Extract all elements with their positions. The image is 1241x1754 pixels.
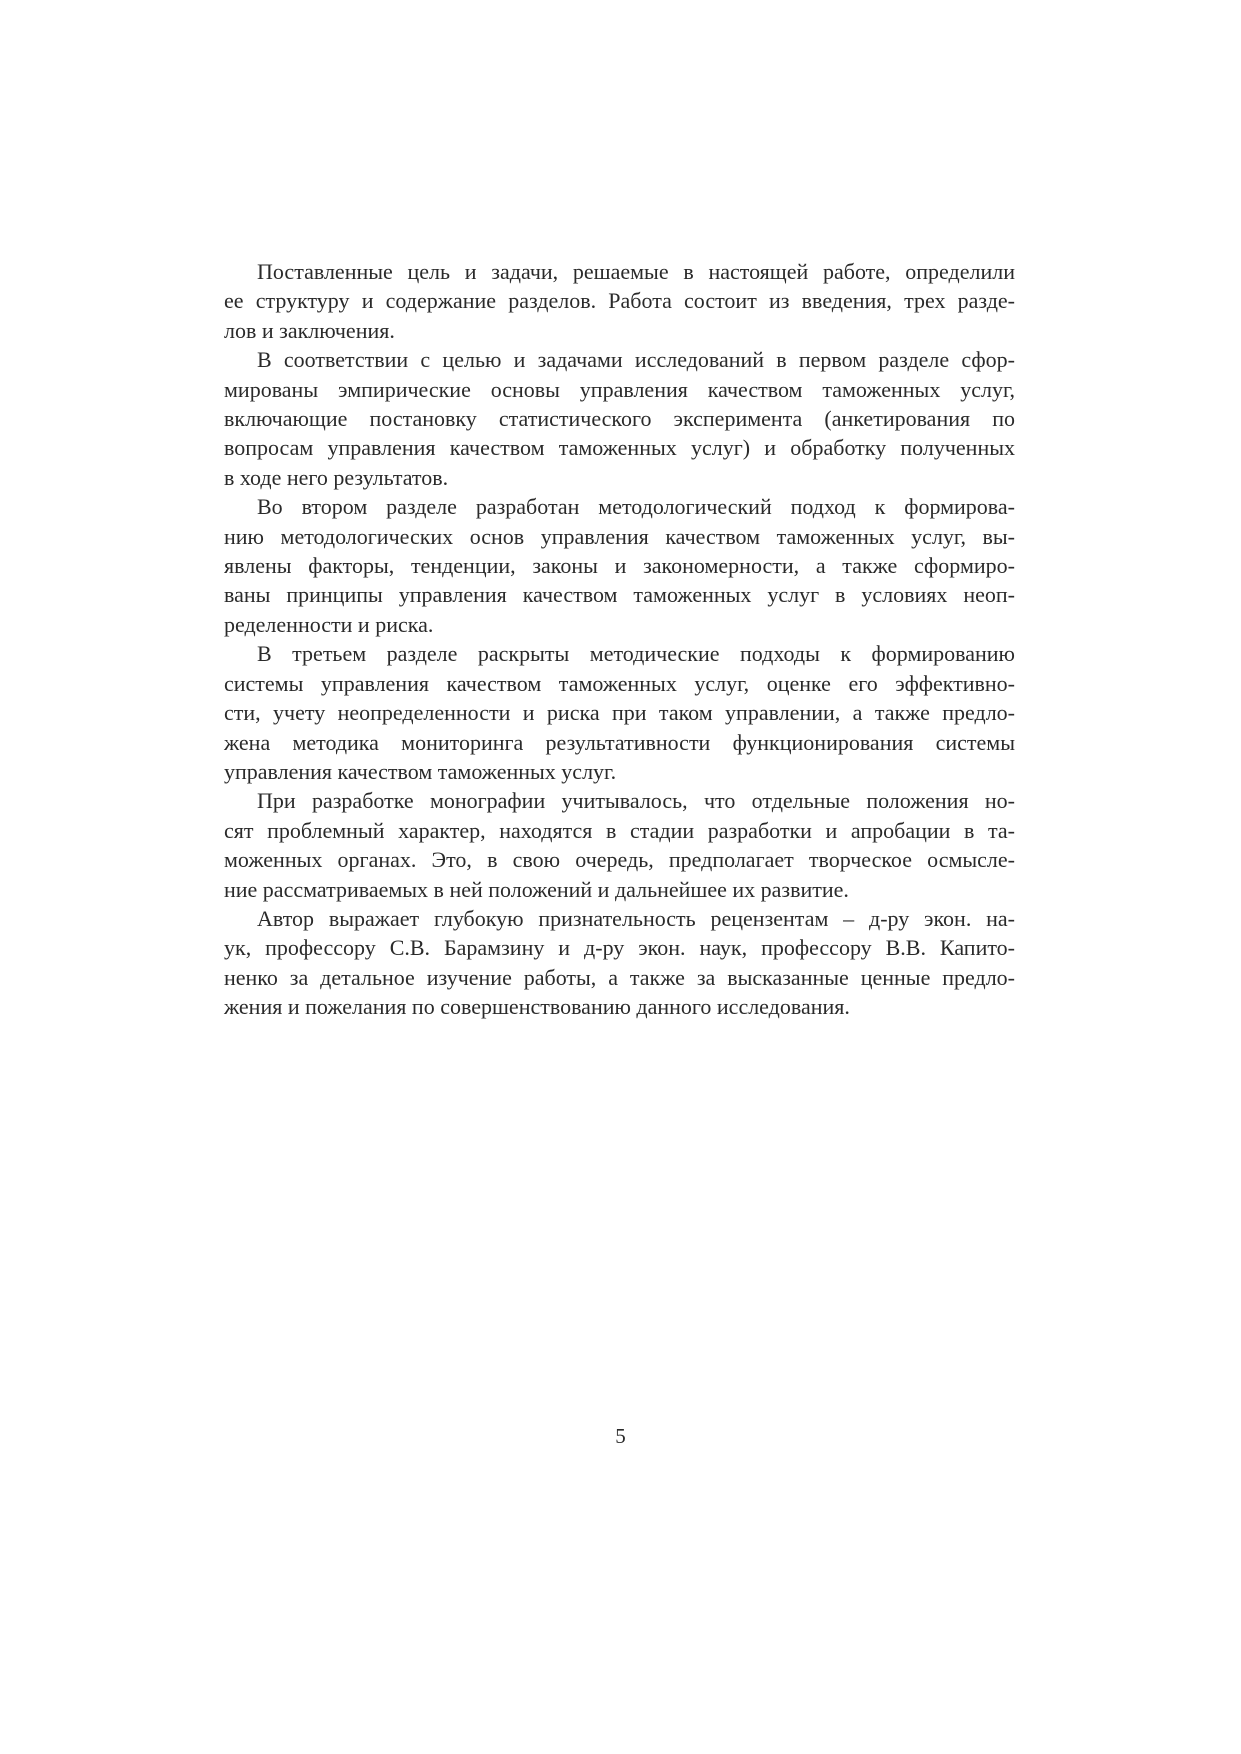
text-line: сти, учету неопределенности и риска при таком управлении, а также предло- [224, 700, 1015, 726]
text-line: вопросам управления качеством таможенных услуг) и обработку полученных [224, 435, 1015, 461]
text-line: В третьем разделе раскрыты методические подходы к формированию [257, 641, 1015, 667]
text-line: ее структуру и содержание разделов. Работа состоит из введения, трех разде- [224, 288, 1015, 314]
paragraph-6 [224, 904, 1015, 1022]
text-line: жена методика мониторинга результативности функционирования системы [224, 729, 1015, 755]
paragraph-4 [224, 639, 1015, 786]
text-line: явлены факторы, тенденции, законы и закономерности, а также сформиро- [224, 553, 1015, 579]
text-line: Поставленные цель и задачи, решаемые в настоящей работе, определили [257, 259, 1015, 284]
text-line: ук, профессору С.В. Барамзину и д-ру экон. наук, профессору В.В. Капито- [224, 935, 1015, 961]
text-line: моженных органах. Это, в свою очередь, предполагает творческое осмысле- [224, 847, 1015, 873]
paragraph-3 [224, 492, 1015, 639]
text-line: лов и заключения. [224, 317, 395, 343]
page-number: 5 [615, 1424, 626, 1448]
text-line: в ходе него результатов. [224, 464, 449, 490]
text-line: управления качеством таможенных услуг. [224, 758, 617, 784]
text-line: ваны принципы управления качеством таможенных услуг в условиях неоп- [224, 582, 1015, 608]
paragraph-2 [224, 345, 1015, 492]
text-line: нию методологических основ управления качеством таможенных услуг, вы- [224, 523, 1015, 549]
text-line: мированы эмпирические основы управления качеством таможенных услуг, [224, 376, 1015, 402]
text-line: жения и пожелания по совершенствованию данного исследования. [224, 994, 850, 1020]
paragraph-5 [224, 786, 1015, 904]
text-line: включающие постановку статистического эксперимента (анкетирования по [224, 406, 1015, 432]
paragraph-1 [224, 257, 1015, 345]
text-line: ненко за детальное изучение работы, а также за высказанные ценные предло- [224, 964, 1015, 990]
text-line: ние рассматриваемых в ней положений и дальнейшее их развитие. [224, 876, 849, 902]
text-line: При разработке монографии учитывалось, что отдельные положения но- [257, 788, 1015, 814]
text-line: Во втором разделе разработан методологический подход к формирова- [257, 494, 1015, 520]
text-line: В соответствии с целью и задачами исследований в первом разделе сфор- [257, 347, 1015, 373]
text-line: сят проблемный характер, находятся в стадии разработки и апробации в та- [224, 817, 1015, 843]
text-line: Автор выражает глубокую признательность рецензентам – д-ру экон. на- [257, 905, 1015, 931]
text-line: системы управления качеством таможенных услуг, оценке его эффективно- [224, 670, 1015, 696]
body-text [224, 257, 1015, 1022]
text-line: ределенности и риска. [224, 611, 434, 637]
